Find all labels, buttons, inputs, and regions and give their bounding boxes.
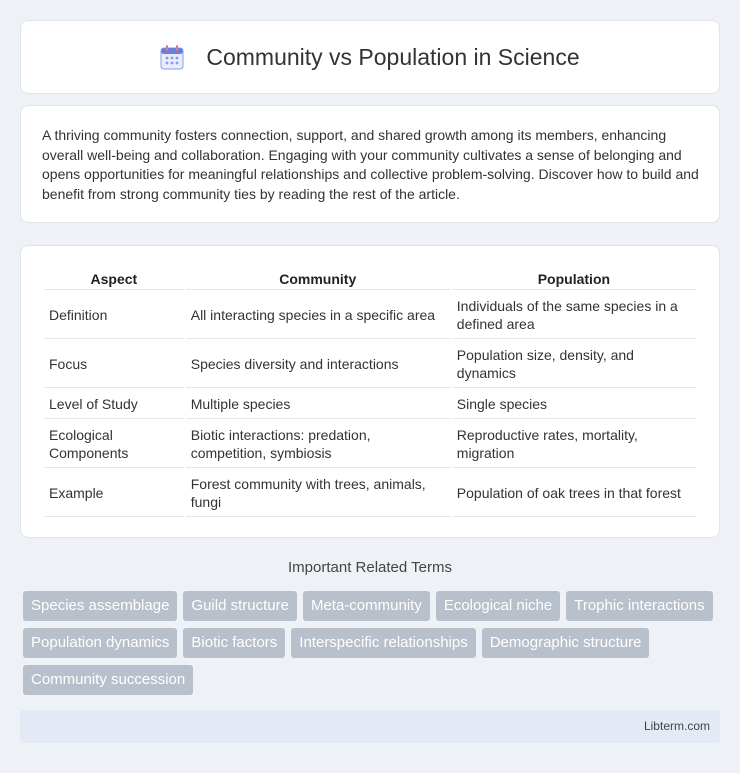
table-cell: Focus <box>44 341 184 388</box>
calendar-icon <box>160 44 184 70</box>
table-row <box>44 421 696 468</box>
table-cell: Example <box>44 470 184 517</box>
table-row <box>44 470 696 517</box>
comparison-table <box>42 266 698 519</box>
table-cell: Forest community with trees, animals, fungi <box>186 470 450 517</box>
tag-demographic-structure[interactable]: Demographic structure <box>482 628 650 658</box>
header-aspect: Aspect <box>44 268 184 290</box>
table-header-row <box>44 268 696 290</box>
title-card <box>20 20 720 94</box>
table-row <box>44 341 696 388</box>
related-terms-heading: Important Related Terms <box>288 559 452 576</box>
table-cell: Single species <box>452 390 696 419</box>
comparison-table-card <box>20 245 720 538</box>
tag-community-succession[interactable]: Community succession <box>23 665 193 695</box>
footer <box>20 710 720 743</box>
related-terms-tags <box>23 591 723 695</box>
tag-guild-structure[interactable]: Guild structure <box>183 591 297 621</box>
tag-meta-community[interactable]: Meta-community <box>303 591 430 621</box>
tag-biotic-factors[interactable]: Biotic factors <box>183 628 285 658</box>
table-cell: Ecological Components <box>44 421 184 468</box>
tag-population-dynamics[interactable]: Population dynamics <box>23 628 177 658</box>
table-cell: All interacting species in a specific area <box>186 292 450 339</box>
header-community: Community <box>186 268 450 290</box>
header-population: Population <box>452 268 696 290</box>
table-cell: Multiple species <box>186 390 450 419</box>
intro-paragraph: A thriving community fosters connection, support, and shared growth among its members, enhancing overall well-being and collaboration. Engaging with your community cultivates a sense of belonging and opens opportunities for meaningful relationships and collective problem-solving. Discover how to build and benefit from strong community ties by reading the rest of the article. <box>42 127 699 202</box>
table-row <box>44 390 696 419</box>
table-cell: Level of Study <box>44 390 184 419</box>
tag-ecological-niche[interactable]: Ecological niche <box>436 591 560 621</box>
footer-site-link[interactable]: Libterm.com <box>643 719 710 733</box>
table-cell: Species diversity and interactions <box>186 341 450 388</box>
table-cell: Population size, density, and dynamics <box>452 341 696 388</box>
table-cell: Population of oak trees in that forest <box>452 470 696 517</box>
page-title: Community vs Population in Science <box>206 43 580 70</box>
intro-card <box>20 105 720 223</box>
table-cell: Individuals of the same species in a defined area <box>452 292 696 339</box>
table-cell: Reproductive rates, mortality, migration <box>452 421 696 468</box>
tag-interspecific-relationships[interactable]: Interspecific relationships <box>291 628 475 658</box>
table-row <box>44 292 696 339</box>
tag-trophic-interactions[interactable]: Trophic interactions <box>566 591 712 621</box>
table-cell: Biotic interactions: predation, competition, symbiosis <box>186 421 450 468</box>
tag-species-assemblage[interactable]: Species assemblage <box>23 591 177 621</box>
table-cell: Definition <box>44 292 184 339</box>
